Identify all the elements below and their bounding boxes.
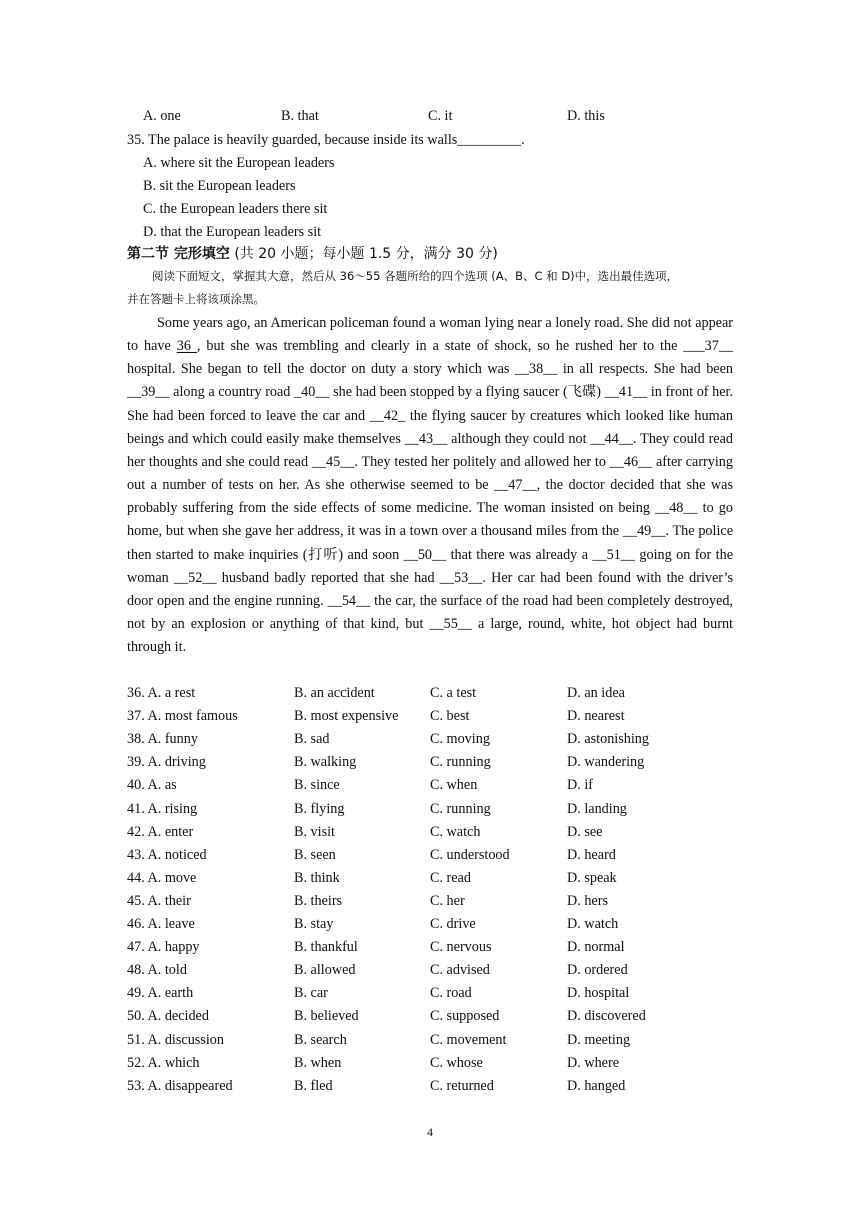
- choice-option: D. watch: [567, 916, 619, 932]
- blank-53: __53__: [439, 569, 483, 586]
- choice-option: D. if: [567, 777, 594, 794]
- choice-option: D. normal: [567, 939, 625, 956]
- choice-option: D. hers: [567, 892, 608, 909]
- choice-option: D. an idea: [567, 685, 625, 701]
- choice-option: B. think: [294, 869, 340, 886]
- passage-text: , but she was trembling and clearly in a state of shock, so he rushed her to the: [196, 338, 684, 355]
- passage-text: to go home, but when she gave her address, it was in a town over a thousand miles from the: [127, 500, 733, 540]
- blank-39: __39__: [127, 384, 170, 401]
- choice-option: 43. A. noticed: [127, 846, 207, 863]
- section-instruction-1: 阅读下面短文，掌握其大意，然后从 36～55 各题所给的四个选项 (A、B、C 和 D)中，选出最佳选项，: [152, 269, 679, 283]
- choice-option: D. landing: [567, 800, 627, 817]
- passage-text: husband badly reported that she had: [216, 569, 440, 586]
- passage-text: going on for the woman: [127, 546, 733, 586]
- choice-option: B. most expensive: [294, 708, 399, 725]
- choice-option: B. allowed: [294, 962, 356, 979]
- choice-option: B. search: [294, 1031, 347, 1048]
- choice-option: B. walking: [294, 754, 357, 771]
- choice-option: 36. A. a rest: [127, 685, 196, 701]
- choice-option: 53. A. disappeared: [127, 1077, 233, 1094]
- choice-option: B. thankful: [294, 939, 358, 956]
- choice-option: D. nearest: [567, 708, 625, 725]
- page-number: 4: [427, 1125, 433, 1139]
- blank-47: __47__: [494, 477, 537, 494]
- choice-option: C. best: [430, 708, 470, 725]
- choice-option: 39. A. driving: [127, 754, 206, 771]
- choice-option: C. advised: [430, 962, 490, 979]
- choice-option: C. read: [430, 869, 471, 886]
- choice-option: D. where: [567, 1054, 619, 1071]
- choice-option: B. when: [294, 1054, 342, 1071]
- blank-52: __52__: [173, 569, 217, 586]
- choice-option: B. seen: [294, 846, 336, 863]
- q35-stem: 35. The palace is heavily guarded, because inside its walls_________.: [127, 132, 525, 148]
- choice-option: 38. A. funny: [127, 731, 198, 748]
- choice-option: 51. A. discussion: [127, 1031, 224, 1048]
- blank-38: __38__: [514, 361, 558, 378]
- section-heading: [127, 244, 498, 264]
- choice-option: D. wandering: [567, 754, 645, 771]
- passage-text: that there was already a: [446, 546, 593, 563]
- blank-50: __50__: [403, 546, 447, 563]
- q34-option-c: C. it: [428, 108, 453, 124]
- choice-option: 52. A. which: [127, 1054, 200, 1071]
- choice-option: B. car: [294, 985, 328, 1002]
- choice-option: B. an accident: [294, 685, 375, 701]
- choice-option: D. hospital: [567, 985, 630, 1002]
- choice-option: D. discovered: [567, 1008, 646, 1025]
- blank-41: __41__: [604, 384, 648, 401]
- q34-option-b: B. that: [281, 108, 319, 124]
- blank-40: _40__: [294, 384, 330, 401]
- choice-option: C. nervous: [430, 939, 492, 956]
- passage-text: , the doctor decided that she was probably suffering from the side effects of some medicine. The woman insisted on being: [127, 477, 733, 517]
- passage-text: in all respects. She had been: [557, 361, 733, 378]
- choice-option: 40. A. as: [127, 777, 177, 794]
- choice-option: 49. A. earth: [127, 985, 194, 1002]
- blank-36: 36: [176, 338, 197, 355]
- blank-51: __51__: [592, 546, 635, 563]
- choice-option: C. watch: [430, 823, 481, 840]
- blank-37: ___37__: [683, 338, 733, 355]
- passage-text: . The police then started to make inquiries (打听) and soon: [127, 523, 734, 563]
- choice-option: D. ordered: [567, 962, 628, 979]
- choice-option: 48. A. told: [127, 962, 187, 979]
- section-title: 第二节 完形填空: [127, 246, 230, 262]
- passage-paragraph: [127, 312, 733, 659]
- choice-option: B. theirs: [294, 892, 343, 909]
- choice-option: 37. A. most famous: [127, 708, 238, 725]
- passage-text: a large, round, white, hot object had burnt through it.: [127, 616, 733, 656]
- blank-42: __42_: [369, 407, 406, 424]
- passage-text: the flying saucer by creatures which looked like human beings and which could easily make themselves: [127, 407, 733, 447]
- choice-option: C. when: [430, 777, 478, 794]
- choice-option: C. running: [430, 800, 491, 817]
- choice-option: B. stay: [294, 916, 334, 932]
- blank-45: __45__: [311, 453, 355, 470]
- blank-54: __54__: [327, 592, 371, 609]
- blank-55: __55__: [429, 616, 473, 633]
- choice-option: C. supposed: [430, 1008, 500, 1025]
- cloze-passage: [127, 312, 733, 659]
- choice-option: B. believed: [294, 1008, 359, 1025]
- choice-option: C. moving: [430, 731, 490, 748]
- choice-option: B. flying: [294, 800, 345, 817]
- blank-49: __49__: [622, 523, 666, 540]
- section-instruction-2: 并在答题卡上将该项涂黑。: [127, 292, 265, 306]
- blank-44: __44__: [590, 430, 633, 447]
- blank-48: __48__: [655, 500, 698, 517]
- choice-option: 41. A. rising: [127, 800, 198, 817]
- choice-option: C. whose: [430, 1054, 483, 1071]
- passage-text: . They could read her thoughts and she could read: [127, 430, 733, 470]
- choice-option: C. a test: [430, 685, 477, 701]
- q35-option-c: C. the European leaders there sit: [143, 201, 328, 217]
- passage-text: the car, the surface of the road had been completely destroyed, not by an explosion or anything of that kind, but: [127, 592, 733, 633]
- choice-option: B. since: [294, 777, 340, 794]
- passage-text: . They tested her politely and allowed her to: [354, 453, 610, 470]
- choice-option: C. her: [430, 892, 465, 909]
- q34-option-d: D. this: [567, 108, 605, 124]
- choice-option: C. understood: [430, 846, 510, 863]
- passage-text: although they could not: [447, 430, 591, 447]
- q35-option-b: B. sit the European leaders: [143, 178, 296, 194]
- choice-option: D. speak: [567, 869, 617, 886]
- choice-option: B. sad: [294, 731, 330, 748]
- q35-option-a: A. where sit the European leaders: [143, 155, 335, 171]
- choice-option: C. road: [430, 985, 472, 1002]
- section-subtitle: (共 20 小题；每小题 1.5 分，满分 30 分): [234, 246, 498, 262]
- choice-option: C. returned: [430, 1077, 494, 1094]
- q35-option-d: D. that the European leaders sit: [143, 224, 322, 240]
- choice-option: 42. A. enter: [127, 823, 194, 840]
- blank-43: __43__: [404, 430, 448, 447]
- choice-option: C. drive: [430, 916, 476, 932]
- choice-option: 46. A. leave: [127, 916, 195, 932]
- choice-option: D. see: [567, 823, 603, 840]
- choice-option: D. astonishing: [567, 731, 649, 748]
- choice-option: 47. A. happy: [127, 939, 200, 956]
- passage-text: she had been stopped by a flying saucer (飞碟): [329, 384, 605, 401]
- passage-text: hospital. She began to tell the doctor on duty a story which was: [127, 361, 515, 378]
- passage-text: after carrying out a number of tests on her. As she otherwise seemed to be: [127, 453, 733, 494]
- choice-option: 45. A. their: [127, 892, 191, 909]
- choice-option: 50. A. decided: [127, 1008, 209, 1025]
- blank-46: __46__: [609, 453, 653, 470]
- choice-option: D. heard: [567, 846, 616, 863]
- q34-option-a: A. one: [143, 108, 181, 124]
- choice-option: B. visit: [294, 823, 335, 840]
- choice-option: D. hanged: [567, 1077, 626, 1094]
- passage-text: in front of her. She had been forced to leave the car and: [127, 384, 734, 424]
- choice-option: C. movement: [430, 1031, 507, 1048]
- passage-text: Some years ago, an American policeman found a woman lying near a lonely road. She did not appear to have: [127, 315, 733, 355]
- choice-option: 44. A. move: [127, 869, 197, 886]
- passage-text: along a country road: [169, 384, 295, 401]
- passage-text: . Her car had been found with the driver’s door open and the engine running.: [127, 569, 733, 609]
- choice-option: C. running: [430, 754, 491, 771]
- choice-option: B. fled: [294, 1077, 333, 1094]
- choice-option: D. meeting: [567, 1031, 631, 1048]
